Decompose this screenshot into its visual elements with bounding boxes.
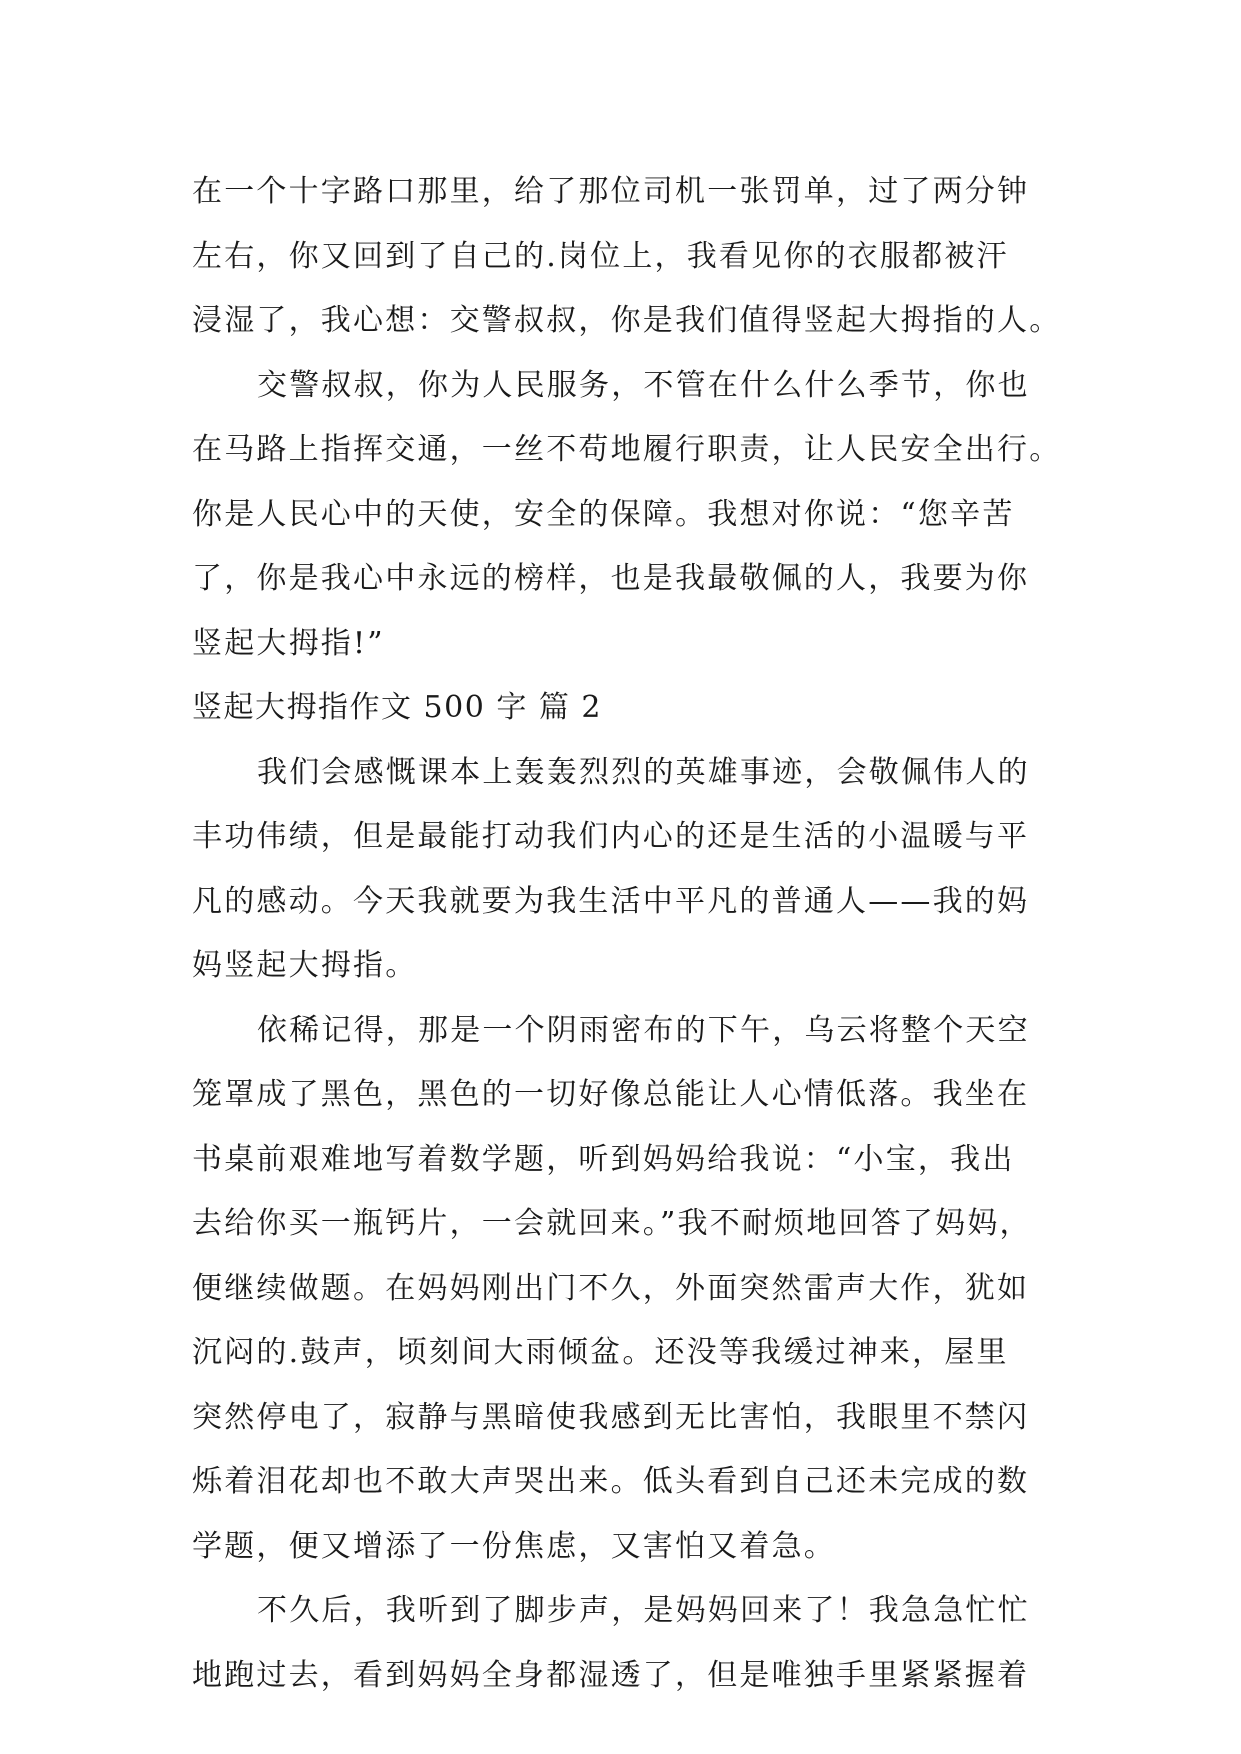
paragraph-start-line: 不久后，我听到了脚步声，是妈妈回来了！我急急忙忙 (257, 1593, 1030, 1628)
text-line: 了，你是我心中永远的榜样，也是我最敬佩的人，我要为你 (192, 561, 1030, 596)
text-line: 在一个十字路口那里，给了那位司机一张罚单，过了两分钟 (192, 174, 1030, 209)
text-line: 书桌前艰难地写着数学题，听到妈妈给我说：“小宝，我出 (192, 1141, 1015, 1177)
text-line: 丰功伟绩，但是最能打动我们内心的还是生活的小温暖与平 (192, 819, 1030, 854)
text-line: 笼罩成了黑色，黑色的一切好像总能让人心情低落。我坐在 (192, 1077, 1030, 1112)
text-line: 你是人民心中的天使，安全的保障。我想对你说：“您辛苦 (192, 496, 1015, 532)
text-line: 地跑过去，看到妈妈全身都湿透了，但是唯独手里紧紧握着 (192, 1657, 1030, 1693)
text-line: 沉闷的.鼓声，顷刻间大雨倾盆。还没等我缓过神来，屋里 (192, 1335, 1009, 1370)
text-line: 去给你买一瓶钙片，一会就回来。”我不耐烦地回答了妈妈， (192, 1206, 1032, 1241)
text-line: 浸湿了，我心想：交警叔叔，你是我们值得竖起大拇指的人。 (192, 303, 1062, 338)
text-line: 竖起大拇指!” (192, 625, 385, 661)
text-line: 凡的感动。今天我就要为我生活中平凡的普通人——我的妈 (192, 883, 1030, 919)
paragraph-start-line: 我们会感慨课本上轰轰烈烈的英雄事迹，会敬佩伟人的 (257, 754, 1030, 790)
text-line: 突然停电了，寂静与黑暗使我感到无比害怕，我眼里不禁闪 (192, 1399, 1030, 1435)
paragraph-start-line: 依稀记得，那是一个阴雨密布的下午，乌云将整个天空 (257, 1012, 1030, 1048)
text-line: 妈竖起大拇指。 (192, 948, 418, 983)
text-line: 左右，你又回到了自己的.岗位上，我看见你的衣服都被汗 (192, 238, 1009, 274)
text-line: 学题，便又增添了一份焦虑，又害怕又着急。 (192, 1528, 836, 1564)
document-page (192, 160, 1060, 1708)
text-line: 便继续做题。在妈妈刚出门不久，外面突然雷声大作，犹如 (192, 1270, 1030, 1306)
text-line: 烁着泪花却也不敢大声哭出来。低头看到自己还未完成的数 (192, 1464, 1030, 1499)
paragraph-start-line: 交警叔叔，你为人民服务，不管在什么什么季节，你也 (257, 367, 1030, 403)
text-line: 在马路上指挥交通，一丝不苟地履行职责，让人民安全出行。 (192, 432, 1062, 467)
section-heading: 竖起大拇指作文 500 字 篇 2 (192, 690, 602, 725)
